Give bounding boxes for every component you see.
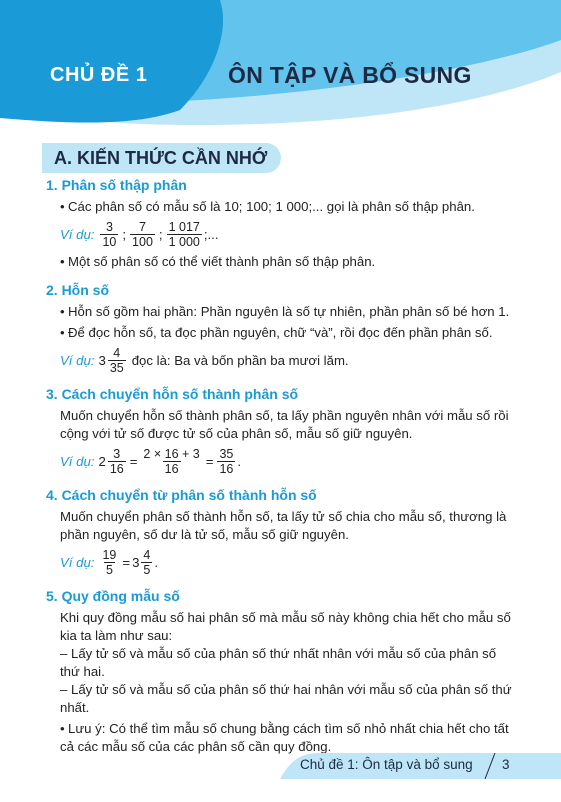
list-item: • Các phân số có mẫu số là 10; 100; 1 000;... gọi là phân số thập phân. xyxy=(60,199,475,214)
fraction: $\frac{35}{16}$ xyxy=(219,447,234,476)
fraction: $\frac{7}{100}$ xyxy=(132,220,153,249)
list-item: • Một số phân số có thể viết thành phân số thập phân. xyxy=(60,254,376,269)
example-line: Ví dụ: $\frac{19}{5}$ = 3 $\frac{4}{5}$ . xyxy=(60,548,159,577)
mixed-number: 2 $\frac{3}{16}$ xyxy=(98,447,124,476)
fraction: $\frac{1 017}{1 000}$ xyxy=(168,220,200,249)
heading-mixed-number: 2. Hỗn số xyxy=(46,282,110,298)
chapter-label: CHỦ ĐỀ 1 xyxy=(50,64,148,86)
fraction: $\frac{19}{5}$ xyxy=(102,548,117,577)
chapter-title: ÔN TẬP VÀ BỔ SUNG xyxy=(228,62,472,88)
paragraph: Muốn chuyển phân số thành hỗn số, ta lấy tử số chia cho mẫu số, thương là phần nguyên, số dư là tử số, mẫu số giữ nguyên. xyxy=(60,509,507,542)
paragraph: Khi quy đồng mẫu số hai phân số mà mẫu số này không chia hết cho mẫu số kia ta làm như sau: xyxy=(60,610,511,643)
mixed-number: 3 $\frac{4}{35}$ xyxy=(98,346,124,375)
mixed-number: 3 $\frac{4}{5}$ xyxy=(132,548,151,577)
list-item: • Để đọc hỗn số, ta đọc phần nguyên, chữ “và”, rồi đọc đến phần phân số. xyxy=(60,325,493,340)
example-line: Ví dụ: 2 $\frac{3}{16}$ = $\frac{2 \times 16 + 3}{16}$ = $\frac{35}{16}$ . xyxy=(60,447,242,476)
example-line: Ví dụ: 3 $\frac{4}{35}$ đọc là: Ba và bốn phần ba mươi lăm. xyxy=(60,346,349,375)
footer-chapter: Chủ đề 1: Ôn tập và bổ sung xyxy=(300,757,473,772)
paragraph: – Lấy tử số và mẫu số của phân số thứ nhất nhân với mẫu số của phân số thứ hai. xyxy=(60,646,497,679)
heading-common-denominator: 5. Quy đồng mẫu số xyxy=(46,588,180,604)
heading-decimal-fraction: 1. Phân số thập phân xyxy=(46,177,187,193)
note: • Lưu ý: Có thể tìm mẫu số chung bằng cách tìm số nhỏ nhất chia hết cho tất cả các mẫu số của các phân số cần quy đồng. xyxy=(60,721,509,754)
page-number: 3 xyxy=(502,757,510,772)
list-item: • Hỗn số gồm hai phần: Phần nguyên là số tự nhiên, phần phân số bé hơn 1. xyxy=(60,304,510,319)
fraction: $\frac{2 \times 16 + 3}{16}$ xyxy=(143,447,200,476)
heading-mixed-to-fraction: 3. Cách chuyển hỗn số thành phân số xyxy=(46,386,299,402)
fraction: $\frac{3}{10}$ xyxy=(102,220,117,249)
paragraph: Muốn chuyển hỗn số thành phân số, ta lấy phần nguyên nhân với mẫu số rồi cộng với tử số được tử số của phân số, mẫu số giữ nguyên. xyxy=(60,408,509,441)
paragraph: – Lấy tử số và mẫu số của phân số thứ hai nhân với mẫu số của phân số thứ nhất. xyxy=(60,682,512,715)
example-line: Ví dụ: $\frac{3}{10}$ ; $\frac{7}{100}$ ; $\frac{1 017}{1 000}$ ;... xyxy=(60,220,219,249)
heading-fraction-to-mixed: 4. Cách chuyển từ phân số thành hỗn số xyxy=(46,487,317,503)
section-heading: A. KIẾN THỨC CẦN NHỚ xyxy=(42,143,281,173)
content xyxy=(46,176,516,759)
